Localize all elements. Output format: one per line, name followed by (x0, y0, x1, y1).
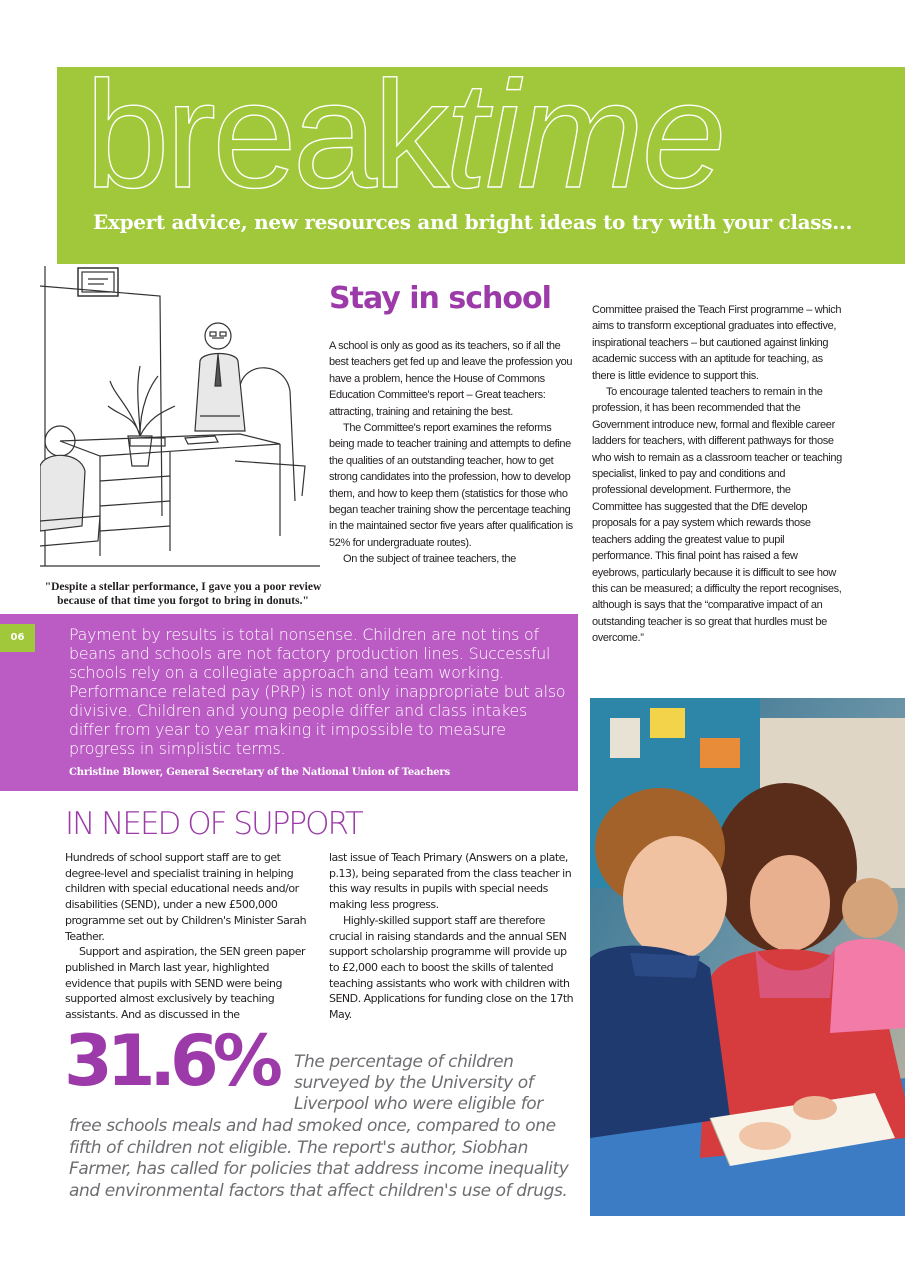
stat-description-continued: free schools meals and had smoked once, compared to one fifth of children not eligible. The report's author, Siobhan Farmer, has called for policies that address income inequality and environmental factors that affect children's use of drugs. (69, 1116, 569, 1201)
paragraph: Support and aspiration, the SEN green paper published in March last year, highlighted evidence that pupils with SEND were being supported almost exclusively by teaching assistants. And as discussed in the (65, 945, 305, 1022)
masthead-word-break: break (85, 67, 446, 220)
masthead-logo (85, 67, 725, 220)
paragraph: The Committee's report examines the reforms being made to teacher training and attempts to define the qualities of an outstanding teacher, how to get strong candidates into the profession, how to develop them, and how to keep them (statistics for those who began teacher training show the percentage teaching in the maintained sector five years after qualification is 52% for undergraduate routes). (329, 422, 573, 549)
paragraph: Committee praised the Teach First programme – which aims to transform exceptional graduates into effective, inspirational teachers – but cautioned against linking academic success with an aptitude for teaching, as there is little evidence to support this. (592, 304, 842, 382)
paragraph: On the subject of trainee teachers, the (343, 553, 516, 566)
paragraph: Highly-skilled support staff are therefore crucial in raising standards and the annual SEN support scholarship programme will provide up to £2,000 each to boost the skills of talented teaching assistants who work with children with SEND. Applications for funding close on the 17th May. (329, 913, 574, 1022)
cartoon-caption-line: because of that time you forgot to bring in donuts." (57, 595, 309, 607)
article-column-left (329, 338, 573, 568)
paragraph: last issue of Teach Primary (Answers on a plate, p.13), being separated from the class teacher in this way results in pupils with special needs making less progress. (329, 851, 572, 912)
stat-description-lead: The percentage of children surveyed by the University of Liverpool who were eligible for (294, 1052, 543, 1114)
classroom-photo (590, 698, 905, 1216)
article-title-in-need-of-support: IN NEED OF SUPPORT (65, 806, 362, 842)
support-column-left (65, 850, 315, 1023)
paragraph: A school is only as good as its teachers, so if all the best teachers get fed up and leave the profession you have a problem, hence the House of Commons Education Committee's report – Great teachers: attracting, training and retaining the best. (329, 340, 573, 418)
office-cartoon-illustration (40, 266, 320, 588)
page-number-tab: 06 (0, 624, 35, 652)
pull-quote-text: Payment by results is total nonsense. Children are not tins of beans and schools are not factory production lines. Successful schools rely on a collegiate approach and team working. Performance related pay (PRP) is not only inappropriate but also divisive. Children and young people differ and class intakes differ from year to year making it impossible to measure progress in simplistic terms. (69, 625, 566, 758)
paragraph: To encourage talented teachers to remain in the profession, it has been recommended that the Government introduce new, formal and flexible career ladders for teachers, with different pathways for those who wish to remain as a classroom teacher or teaching specialist, linked to pay and conditions and professional development. Furthermore, the Committee has suggested that the DfE develop proposals for a pay system which rewards those teachers adding the greatest value to pupil performance. This final point has raised a few eyebrows, particularly because it is difficult to see how this can be measured; a difficulty the report recognises, although is says that the “comparative impact of an outstanding teacher is so great that hurdles must be overcome.” (592, 386, 842, 645)
masthead-word-time: time (445, 67, 725, 220)
paragraph: Hundreds of school support staff are to get degree-level and specialist training in helping children with special educational needs and/or disabilities (SEND), under a new £500,000 programme set out by Children's Minister Sarah Teather. (65, 851, 307, 943)
section-subtitle: Expert advice, new resources and bright ideas to try with your class... (93, 210, 853, 234)
cartoon-caption-line: "Despite a stellar performance, I gave you a poor review (44, 581, 322, 593)
article-title-stay-in-school: Stay in school (329, 281, 551, 316)
article-column-right (592, 302, 842, 647)
section-header-banner (57, 67, 905, 264)
cartoon-caption (38, 580, 328, 608)
pull-quote-attribution: Christine Blower, General Secretary of the National Union of Teachers (69, 767, 450, 778)
support-column-right (329, 850, 579, 1023)
stat-figure: 31.6% (64, 1020, 277, 1102)
